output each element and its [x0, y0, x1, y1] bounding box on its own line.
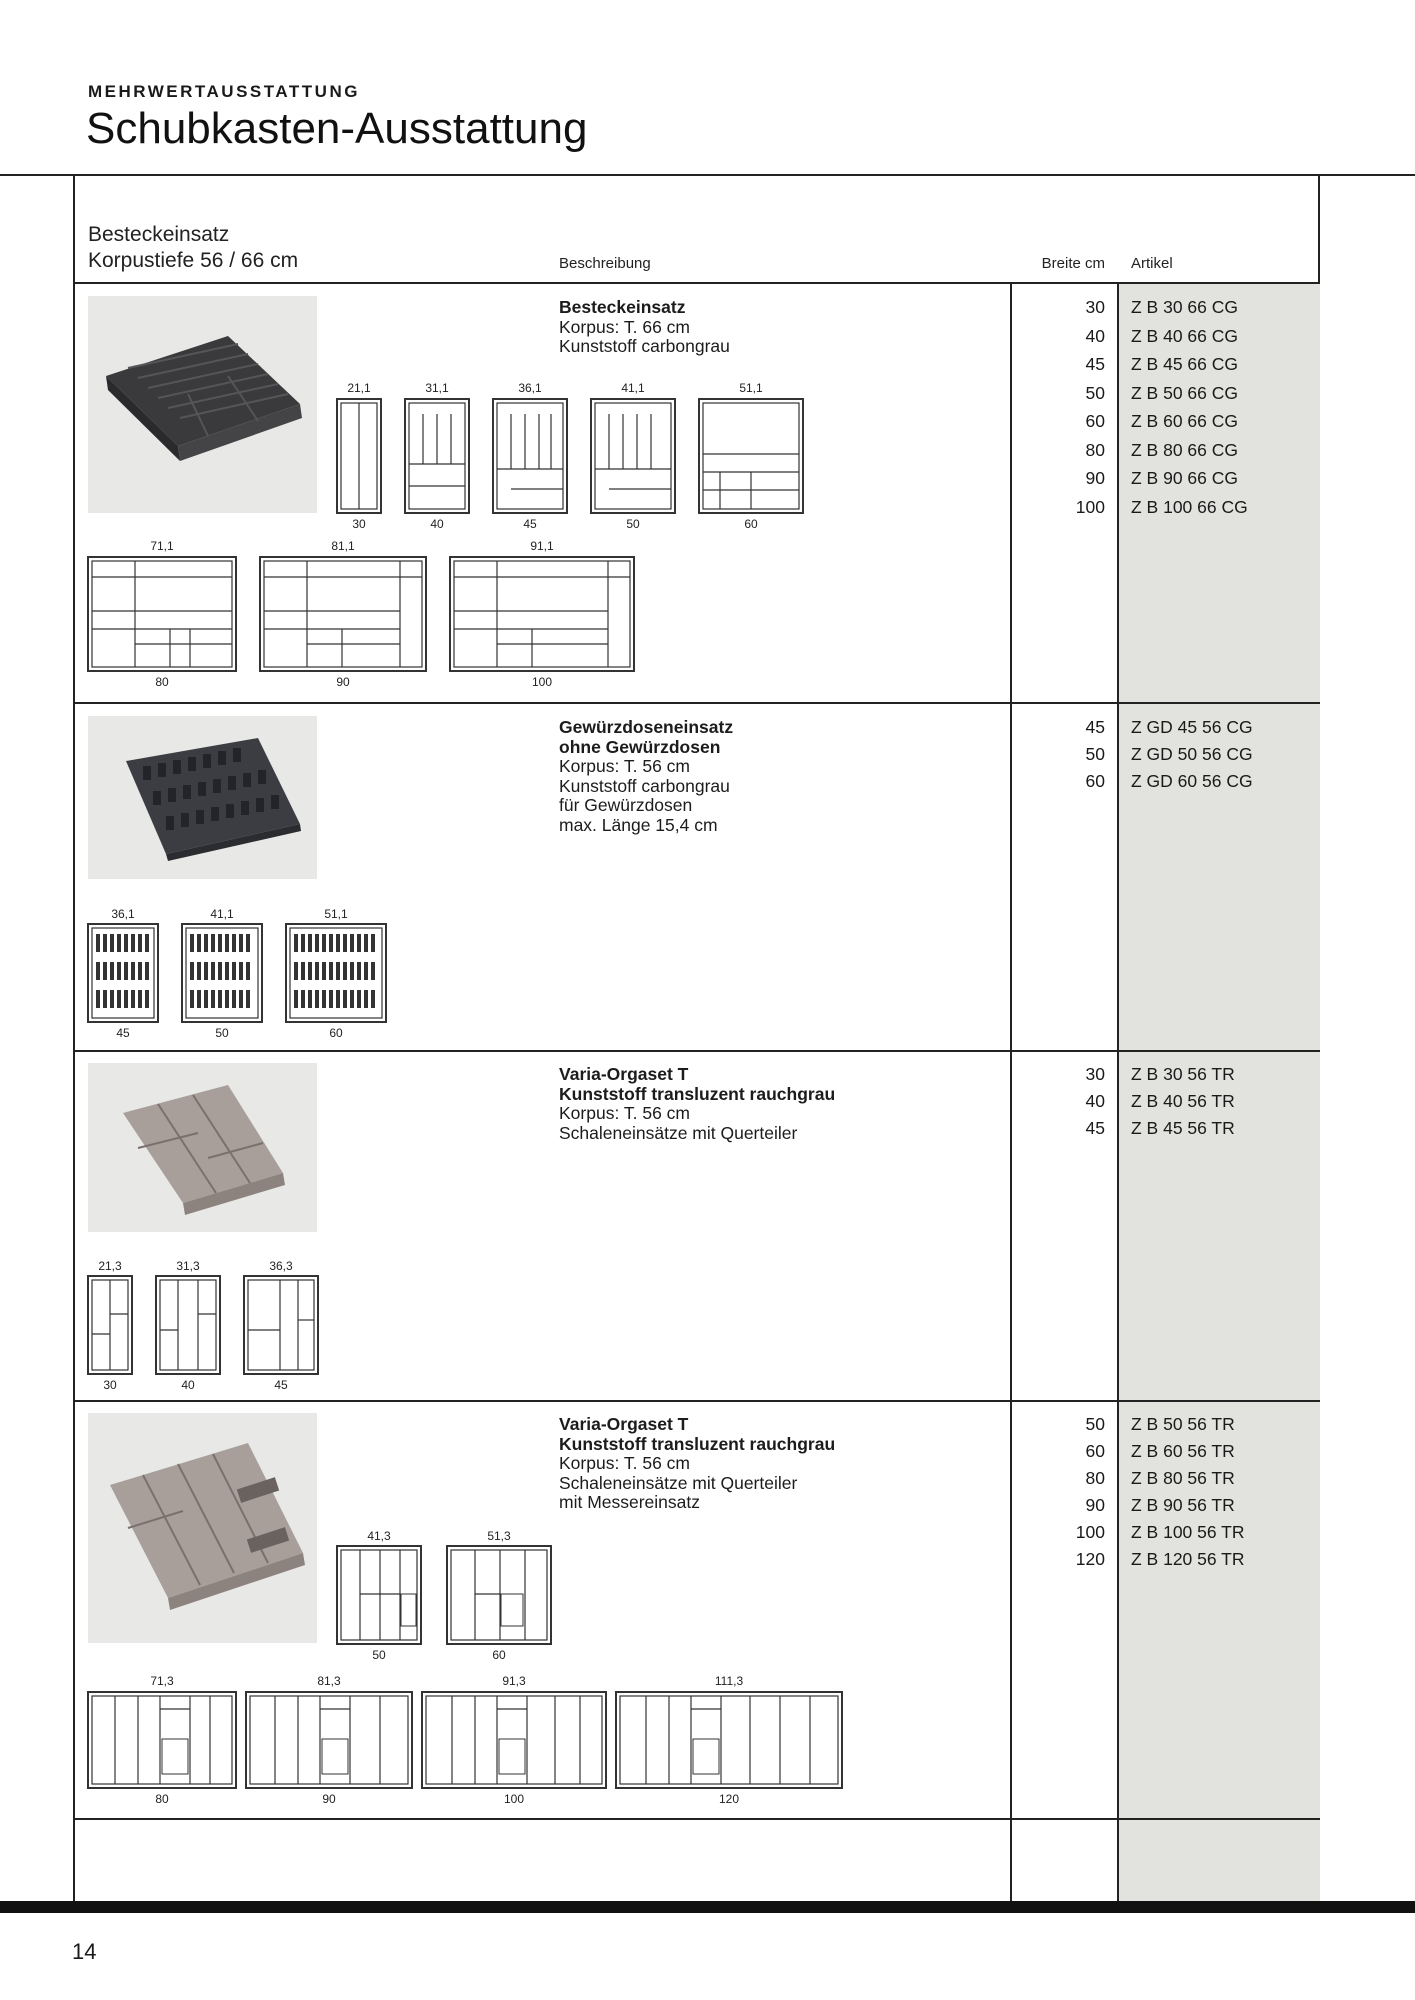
outer-width-label: 120 [718, 1792, 740, 1806]
row-2-description [559, 718, 733, 835]
width-value: 80 [1085, 1468, 1105, 1488]
column-header-description: Beschreibung [559, 255, 651, 272]
article-number: Z B 80 66 CG [1131, 439, 1238, 460]
row-4-description [559, 1415, 835, 1513]
row-2-layout-diagrams [80, 902, 400, 1042]
width-value: 60 [1085, 1441, 1105, 1461]
inner-dimension-label: 81,3 [317, 1674, 341, 1688]
description-line: Kunststoff carbongrau [559, 336, 730, 356]
outer-width-label: 90 [322, 1792, 336, 1806]
row-4-articles [1131, 1411, 1311, 1573]
section-title [88, 222, 298, 274]
inner-dimension-label: 21,1 [347, 381, 371, 395]
outer-width-label: 90 [336, 675, 350, 689]
section-subtitle-line: Korpustiefe 56 / 66 cm [88, 249, 299, 272]
inner-dimension-label: 36,1 [518, 381, 542, 395]
product-name: Varia-Orgaset T [559, 1414, 689, 1434]
inner-dimension-label: 71,1 [150, 539, 174, 553]
description-line: Korpus: T. 56 cm [559, 1103, 690, 1123]
article-number: Z B 50 66 CG [1131, 382, 1238, 403]
row-3-widths [1010, 1061, 1105, 1142]
row-divider [73, 702, 1320, 704]
product-name-line-2: Kunststoff transluzent rauchgrau [559, 1433, 836, 1454]
width-value: 60 [1085, 411, 1105, 431]
row-3-articles [1131, 1061, 1311, 1142]
width-value: 100 [1075, 496, 1105, 517]
article-number: Z B 45 56 TR [1131, 1118, 1235, 1138]
inner-dimension-label: 41,3 [367, 1529, 391, 1543]
article-number: Z B 50 56 TR [1131, 1414, 1235, 1434]
product-photo-varia-orgaset-small [88, 1063, 317, 1232]
article-number: Z B 30 56 TR [1131, 1064, 1235, 1084]
width-value: 50 [1085, 1414, 1105, 1434]
outer-width-label: 30 [352, 517, 366, 531]
inner-dimension-label: 41,1 [210, 907, 234, 921]
outer-width-label: 30 [103, 1378, 117, 1392]
footer-bar [0, 1901, 1415, 1913]
inner-dimension-label: 81,1 [331, 539, 355, 553]
width-value: 30 [1085, 297, 1105, 317]
outer-width-label: 60 [744, 517, 758, 531]
row-3-description [559, 1065, 835, 1143]
product-name: Gewürzdoseneinsatz [559, 717, 734, 737]
outer-width-label: 60 [329, 1026, 343, 1040]
width-value: 30 [1085, 1064, 1105, 1084]
width-value: 50 [1085, 382, 1105, 403]
column-header-article: Artikel [1131, 255, 1173, 272]
product-name: Besteckeinsatz [559, 297, 686, 317]
column-divider-article [1117, 283, 1119, 1901]
row-4-widths [1010, 1411, 1105, 1573]
column-header-width: Breite cm [1041, 255, 1105, 272]
article-number: Z B 40 56 TR [1131, 1091, 1235, 1111]
section-title-line: Besteckeinsatz [88, 223, 230, 246]
inner-dimension-label: 36,3 [269, 1259, 293, 1273]
article-number: Z GD 60 56 CG [1131, 771, 1253, 791]
description-line: mit Messereinsatz [559, 1492, 701, 1512]
outer-width-label: 100 [531, 675, 553, 689]
inner-dimension-label: 51,1 [739, 381, 763, 395]
row-1-layout-diagrams [80, 374, 820, 694]
page-number: 14 [72, 1939, 97, 1964]
width-value: 100 [1075, 1522, 1105, 1542]
article-number: Z B 60 66 CG [1131, 411, 1238, 431]
article-number: Z B 30 66 CG [1131, 297, 1238, 317]
outer-width-label: 50 [372, 1648, 386, 1662]
outer-width-label: 80 [155, 1792, 169, 1806]
row-divider [73, 1818, 1320, 1820]
inner-dimension-label: 21,3 [98, 1259, 122, 1273]
article-number: Z B 60 56 TR [1131, 1441, 1235, 1461]
inner-dimension-label: 71,3 [150, 1674, 174, 1688]
width-value: 45 [1085, 717, 1105, 737]
width-value: 60 [1085, 771, 1105, 791]
inner-dimension-label: 111,3 [714, 1674, 744, 1688]
description-line: Korpus: T. 66 cm [559, 316, 690, 337]
row-1-description [559, 298, 730, 357]
article-number: Z GD 45 56 CG [1131, 717, 1253, 737]
inner-dimension-label: 91,3 [502, 1674, 526, 1688]
kicker-heading: MEHRWERTAUSSTATTUNG [88, 82, 360, 101]
outer-width-label: 45 [523, 517, 537, 531]
width-value: 40 [1085, 1091, 1105, 1111]
product-name: Varia-Orgaset T [559, 1064, 689, 1084]
description-line: max. Länge 15,4 cm [559, 814, 718, 835]
width-value: 80 [1085, 439, 1105, 460]
row-3-layout-diagrams [80, 1254, 340, 1394]
outer-width-label: 40 [181, 1378, 195, 1392]
outer-width-label: 50 [626, 517, 640, 531]
inner-dimension-label: 31,3 [176, 1259, 200, 1273]
outer-width-label: 100 [503, 1792, 525, 1806]
product-name-line-2: ohne Gewürzdosen [559, 736, 721, 757]
outer-width-label: 40 [430, 517, 444, 531]
table-header-rule [73, 282, 1320, 284]
description-line: Korpus: T. 56 cm [559, 756, 690, 776]
article-number: Z B 90 66 CG [1131, 468, 1238, 488]
description-line: Kunststoff carbongrau [559, 775, 730, 796]
width-value: 50 [1085, 744, 1105, 764]
description-line: Korpus: T. 56 cm [559, 1453, 690, 1473]
description-line: Schaleneinsätze mit Querteiler [559, 1122, 798, 1143]
article-number: Z B 45 66 CG [1131, 354, 1238, 374]
row-1-widths [1010, 293, 1105, 521]
article-number: Z B 100 66 CG [1131, 496, 1248, 517]
width-value: 120 [1075, 1549, 1105, 1569]
inner-dimension-label: 31,1 [425, 381, 449, 395]
article-number: Z B 80 56 TR [1131, 1468, 1235, 1488]
article-number: Z B 120 56 TR [1131, 1549, 1245, 1569]
row-1-articles [1131, 293, 1311, 521]
row-2-widths [1010, 714, 1105, 795]
outer-width-label: 50 [215, 1026, 229, 1040]
width-value: 45 [1085, 1118, 1105, 1138]
width-value: 90 [1085, 1495, 1105, 1515]
article-number: Z B 100 56 TR [1131, 1522, 1245, 1542]
product-name-line-2: Kunststoff transluzent rauchgrau [559, 1083, 836, 1104]
article-number: Z B 90 56 TR [1131, 1495, 1235, 1515]
outer-width-label: 45 [116, 1026, 130, 1040]
width-value: 40 [1085, 325, 1105, 346]
row-divider [73, 1400, 1320, 1402]
row-divider [73, 1050, 1320, 1052]
page-title: Schubkasten-Ausstattung [86, 104, 588, 153]
outer-width-label: 80 [155, 675, 169, 689]
outer-width-label: 45 [274, 1378, 288, 1392]
outer-width-label: 60 [492, 1648, 506, 1662]
inner-dimension-label: 41,1 [621, 381, 645, 395]
row-2-articles [1131, 714, 1311, 795]
article-number: Z GD 50 56 CG [1131, 744, 1253, 764]
product-photo-spice-jar-insert [88, 716, 317, 879]
inner-dimension-label: 91,1 [530, 539, 554, 553]
description-line: für Gewürzdosen [559, 795, 693, 815]
inner-dimension-label: 51,3 [487, 1529, 511, 1543]
row-4-layout-diagrams [80, 1524, 860, 1814]
article-number: Z B 40 66 CG [1131, 325, 1238, 346]
inner-dimension-label: 51,1 [324, 907, 348, 921]
description-line: Schaleneinsätze mit Querteiler [559, 1472, 798, 1493]
inner-dimension-label: 36,1 [111, 907, 135, 921]
width-value: 45 [1085, 354, 1105, 374]
width-value: 90 [1085, 468, 1105, 488]
